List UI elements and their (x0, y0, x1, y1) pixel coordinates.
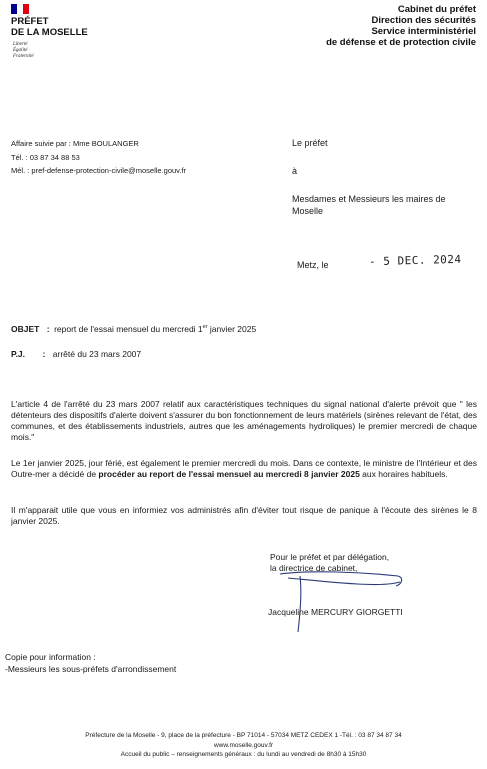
to-label: à (292, 166, 298, 176)
signature-line-2: la directrice de cabinet, (270, 563, 358, 573)
p2-text-end: aux horaires habituels. (359, 469, 448, 479)
motto-liberte: Liberté (13, 42, 28, 47)
contact-phone: Tél. : 03 87 34 88 53 (11, 152, 80, 162)
motto-fraternite: Fraternité (13, 54, 34, 59)
logo-line-2: DE LA MOSELLE (11, 27, 88, 38)
recipient-address (292, 193, 446, 217)
service-header (326, 4, 476, 48)
recipient-line-2: Moselle (292, 206, 324, 216)
body-paragraph-2 (11, 458, 477, 480)
sender-label: Le préfet (292, 138, 328, 148)
date-stamp: - 5 DEC. 2024 (368, 252, 462, 269)
page-footer (0, 731, 487, 760)
objet-text-end: janvier 2025 (207, 324, 257, 334)
copy-recipient: -Messieurs les sous-préfets d'arrondissement (5, 664, 177, 674)
header-line: de défense et de protection civile (326, 37, 476, 48)
header-line: Cabinet du préfet (397, 4, 476, 15)
signatory-name: Jacqueline MERCURY GIORGETTI (268, 607, 403, 617)
objet-label: OBJET (11, 324, 40, 334)
p2-text-start: Le 1er janvier 2025, jour férié, est également le premier mercredi du mois. Dans ce contexte, le ministre de l'Intérieur et des Outre-mer a décidé de (11, 458, 477, 479)
pj-label: P.J. (11, 349, 26, 359)
objet-text-main: report de l'essai mensuel du mercredi 1 (54, 324, 203, 334)
republic-flag-icon (11, 4, 29, 14)
footer-hours: Accueil du public – renseignements généraux : du lundi au vendredi de 8h30 à 15h30 (120, 751, 367, 758)
handwritten-signature (270, 568, 410, 640)
contact-affaire: Affaire suivie par : Mme BOULANGER (11, 139, 139, 148)
footer-website: www.moselle.gouv.fr (213, 741, 274, 749)
recipient-line-1: Mesdames et Messieurs les maires de (292, 194, 446, 204)
p2-text-bold: procéder au report de l'essai mensuel au mercredi 8 janvier 2025 (98, 469, 360, 479)
copy-title: Copie pour information : (5, 652, 96, 662)
contact-block (11, 137, 186, 178)
body-paragraph-3: Il m'apparait utile que vous en informiez vos administrés afin d'éviter tout risque de panique à l'écoute des sirènes le 8 janvier 2025. (11, 505, 477, 526)
header-line: Direction des sécurités (371, 15, 476, 26)
footer-address: Préfecture de la Moselle - 9, place de la préfecture - BP 71014 - 57034 METZ CEDEX 1 -Tél. : 03 87 34 87 34 (85, 732, 402, 739)
motto-egalite: Égalité (13, 48, 28, 53)
objet-text (54, 324, 256, 334)
pj-separator: : (42, 349, 46, 359)
date-place: Metz, le (297, 260, 329, 270)
pj-row (11, 344, 141, 362)
header-line: Service interministériel (371, 26, 476, 37)
logo-line-1: PRÉFET (11, 16, 49, 27)
contact-email: Mél. : pref-defense-protection-civile@moselle.gouv.fr (11, 166, 187, 175)
objet-row (11, 319, 256, 337)
prefecture-logo (11, 16, 88, 38)
republic-motto (13, 42, 34, 60)
signature-line-1: Pour le préfet et par délégation, (270, 552, 390, 562)
pj-text: arrêté du 23 mars 2007 (52, 349, 142, 359)
body-paragraph-1: L'article 4 de l'arrêté du 23 mars 2007 relatif aux caractéristiques techniques du signal national d'alerte prévoit que " les détenteurs des dispositifs d'alerte doivent s'assurer du bon fonctionnement de leurs matériels (sirènes relevant de l'état, des communes, et des établissements industriels, autres que les aménagements hydroliques) le premier mercredi de chaque mois." (11, 399, 478, 442)
objet-superscript: er (202, 324, 208, 331)
objet-separator: : (46, 324, 50, 334)
